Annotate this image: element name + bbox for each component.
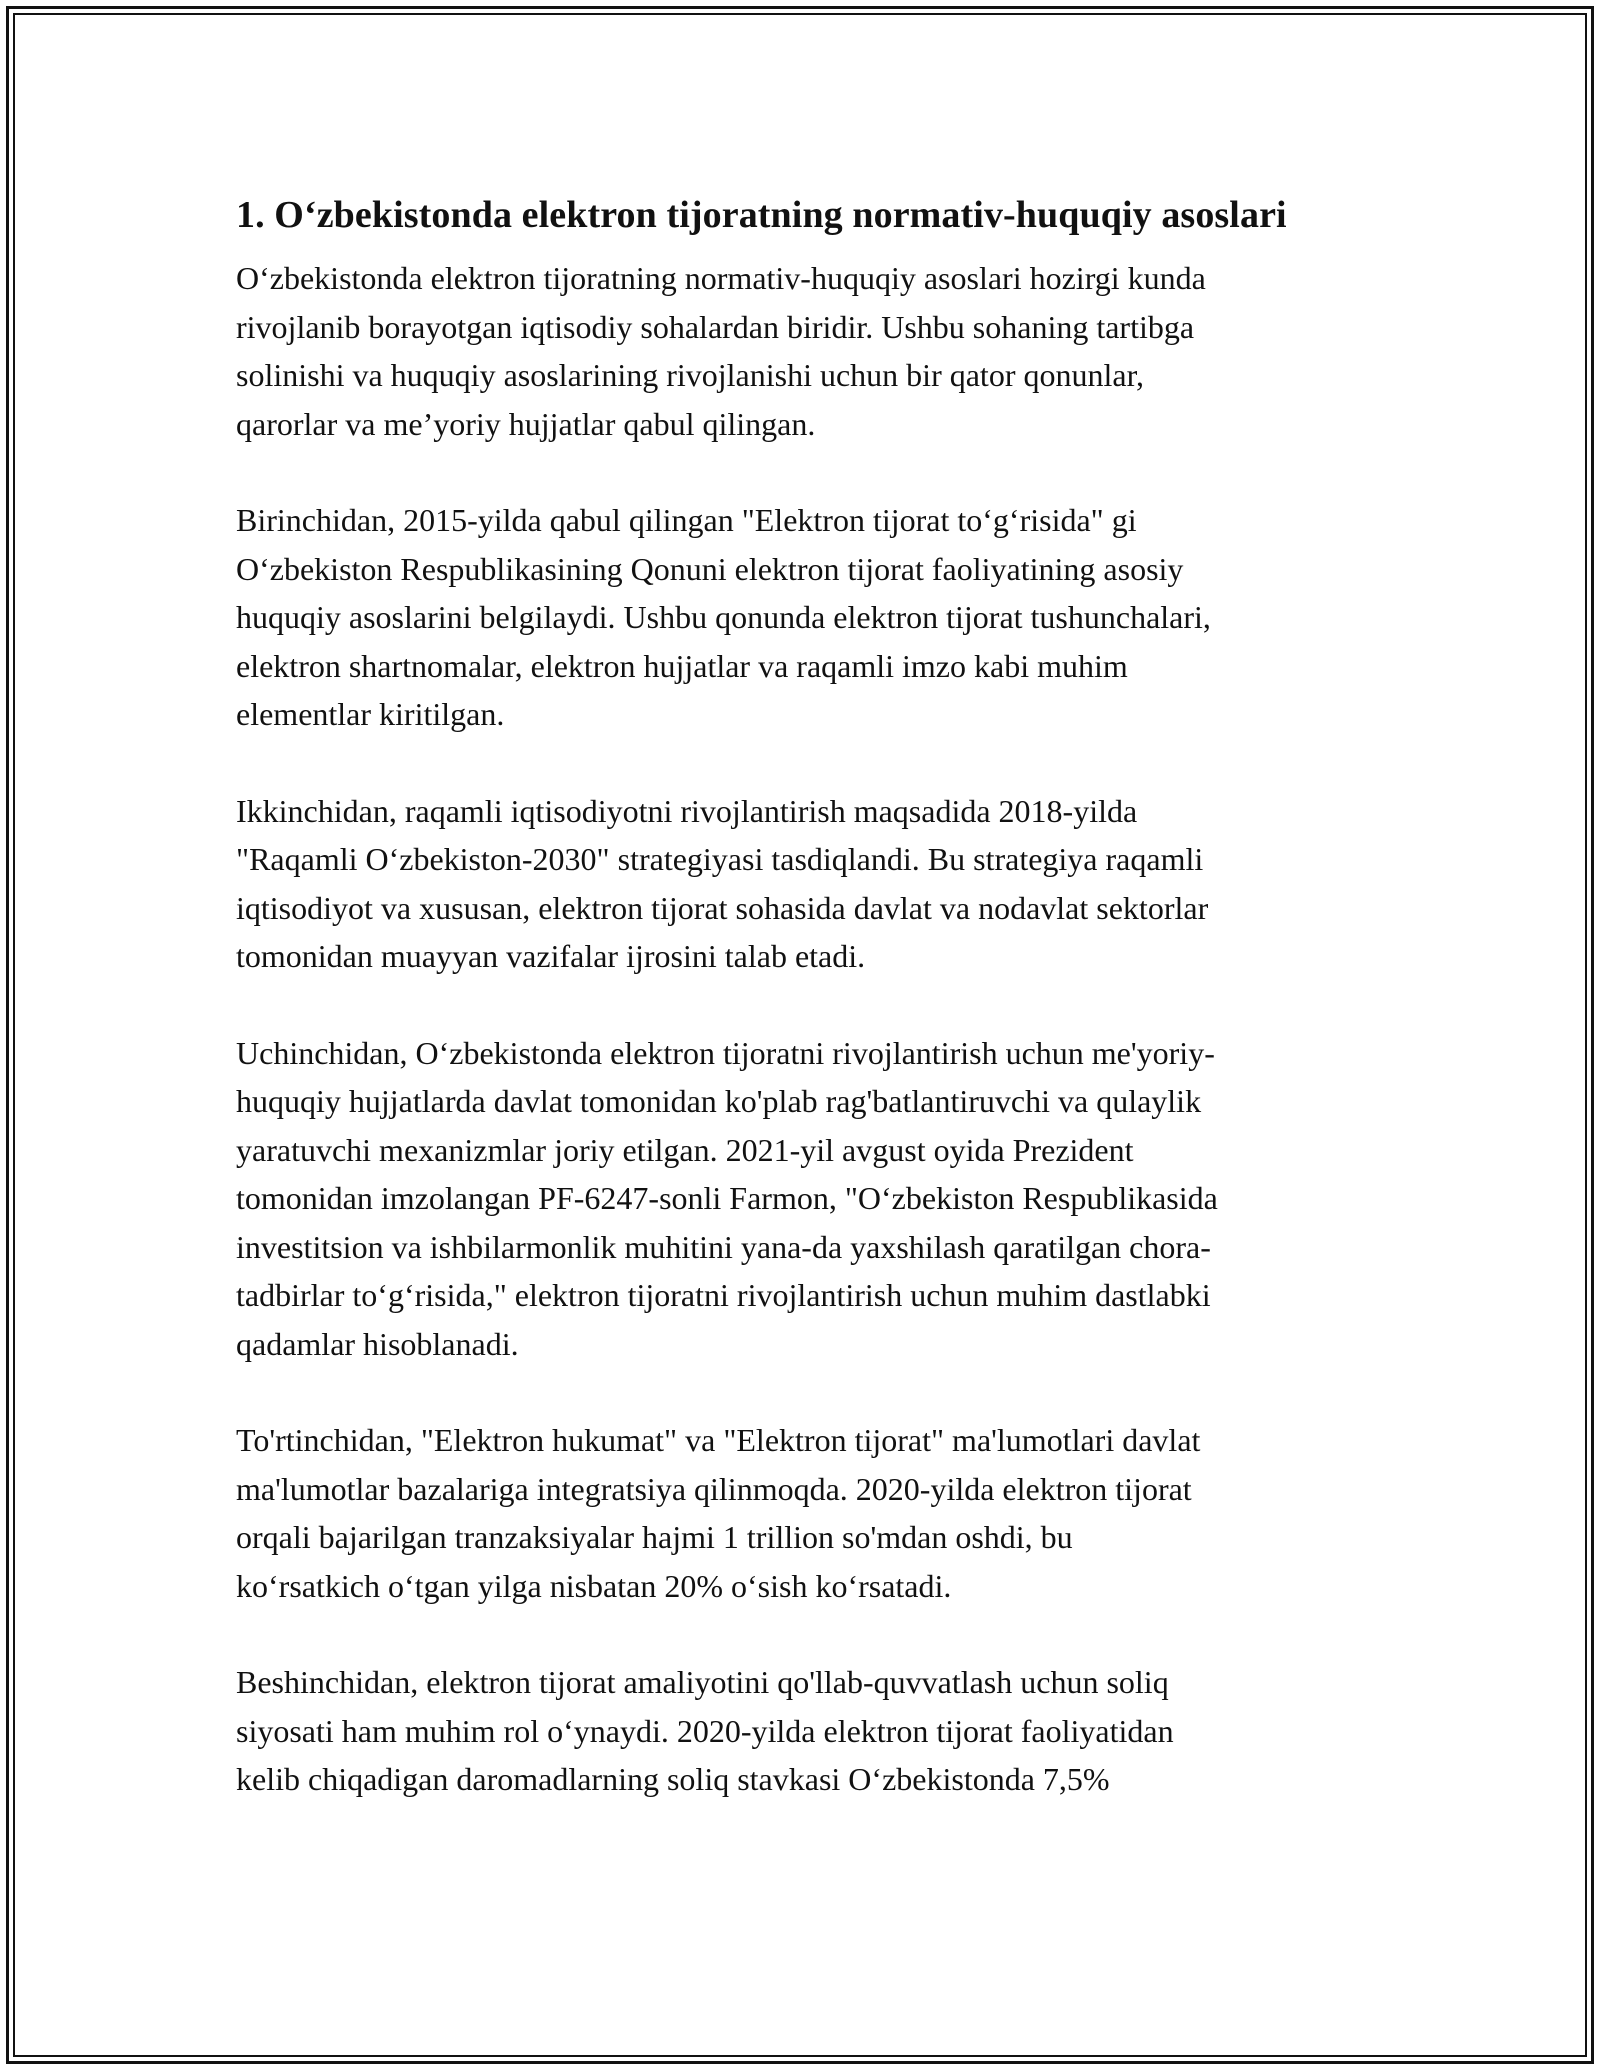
- section-heading: 1. O‘zbekistonda elektron tijoratning normativ-huquqiy asoslari: [236, 194, 1287, 236]
- paragraph-fourth: To'rtinchidan, "Elektron hukumat" va "Elektron tijorat" ma'lumotlari davlat ma'lumotlar bazalariga integratsiya qilinmoqda. 2020-yilda elektron tijorat orqali bajarilgan tranzaksiyalar hajmi 1 trillion so'mdan oshdi, bu ko‘rsatkich o‘tgan yilga nisbatan 20% o‘sish ko‘rsatadi.: [236, 1422, 1201, 1604]
- paragraph-intro: O‘zbekistonda elektron tijoratning normativ-huquqiy asoslari hozirgi kunda rivojlanib borayotgan iqtisodiy sohalardan biridir. Ushbu sohaning tartibga solinishi va huquqiy asoslarining rivojlanishi uchun bir qator qonunlar, qarorlar va me’yoriy hujjatlar qabul qilingan.: [236, 260, 1206, 442]
- paragraph-second: Ikkinchidan, raqamli iqtisodiyotni rivojlantirish maqsadida 2018-yilda "Raqamli O‘zbekiston-2030" strategiyasi tasdiqlandi. Bu strategiya raqamli iqtisodiyot va xususan, elektron tijorat sohasida davlat va nodavlat sektorlar tomonidan muayyan vazifalar ijrosini talab etadi.: [236, 792, 1209, 974]
- paragraph-fifth: Beshinchidan, elektron tijorat amaliyotini qo'llab-quvvatlash uchun soliq siyosati ham muhim rol o‘ynaydi. 2020-yilda elektron tijorat faoliyatidan kelib chiqadigan daromadlarning soliq stavkasi O‘zbekistonda 7,5%: [236, 1664, 1174, 1797]
- paragraph-third: Uchinchidan, O‘zbekistonda elektron tijoratni rivojlantirish uchun me'yoriy- huquqiy hujjatlarda davlat tomonidan ko'plab rag'batlantiruvchi va qulaylik yaratuvchi mexanizmlar joriy etilgan. 2021-yil avgust oyida Prezident tomonidan imzolangan PF-6247-sonli Farmon, "O‘zbekiston Respublikasida investitsion va ishbilarmonlik muhitini yana-da yaxshilash qaratilgan chora- tadbirlar to‘g‘risida," elektron tijoratni rivojlantirish uchun muhim dastlabki qadamlar hisoblanadi.: [236, 1034, 1218, 1362]
- document-body: [236, 188, 1376, 1852]
- paragraph-first: Birinchidan, 2015-yilda qabul qilingan "Elektron tijorat to‘g‘risida" gi O‘zbekiston Respublikasining Qonuni elektron tijorat faoliyatining asosiy huquqiy asoslarini belgilaydi. Ushbu qonunda elektron tijorat tushunchalari, elektron shartnomalar, elektron hujjatlar va raqamli imzo kabi muhim elementlar kiritilgan.: [236, 502, 1211, 732]
